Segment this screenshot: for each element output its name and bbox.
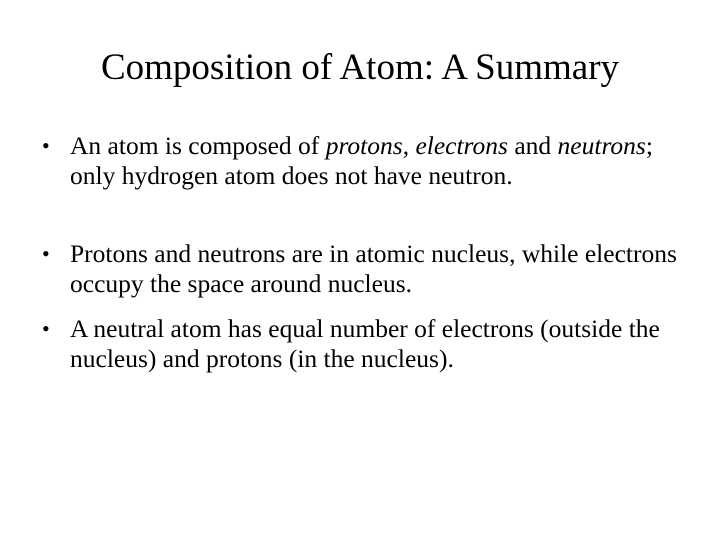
bullet-text: A neutral atom has equal number of electrons (outside the nucleus) and protons (in the nucleus). <box>70 314 660 373</box>
bullet-text-segment-italic: protons <box>325 131 403 160</box>
bullet-list <box>42 131 702 374</box>
bullet-text-segment: and <box>507 131 558 160</box>
bullet-item <box>42 239 702 299</box>
bullet-point-icon: • <box>42 133 50 158</box>
bullet-text-segment: ; only hydrogen atom does not have neutron. <box>70 131 653 190</box>
bullet-point-icon: • <box>42 316 50 341</box>
bullet-text-segment: , <box>402 131 416 160</box>
bullet-text-segment-italic: neutrons <box>557 131 646 160</box>
bullet-item <box>42 314 702 374</box>
bullet-text: Protons and neutrons are in atomic nucleus, while electrons occupy the space around nucleus. <box>70 239 677 298</box>
slide-title: Composition of Atom: A Summary <box>100 47 620 88</box>
bullet-point-icon: • <box>42 241 50 266</box>
bullet-text-segment: An atom is composed of <box>70 131 326 160</box>
bullet-text <box>70 131 653 190</box>
bullet-item <box>42 131 702 191</box>
bullet-text-segment-italic: electrons <box>415 131 508 160</box>
